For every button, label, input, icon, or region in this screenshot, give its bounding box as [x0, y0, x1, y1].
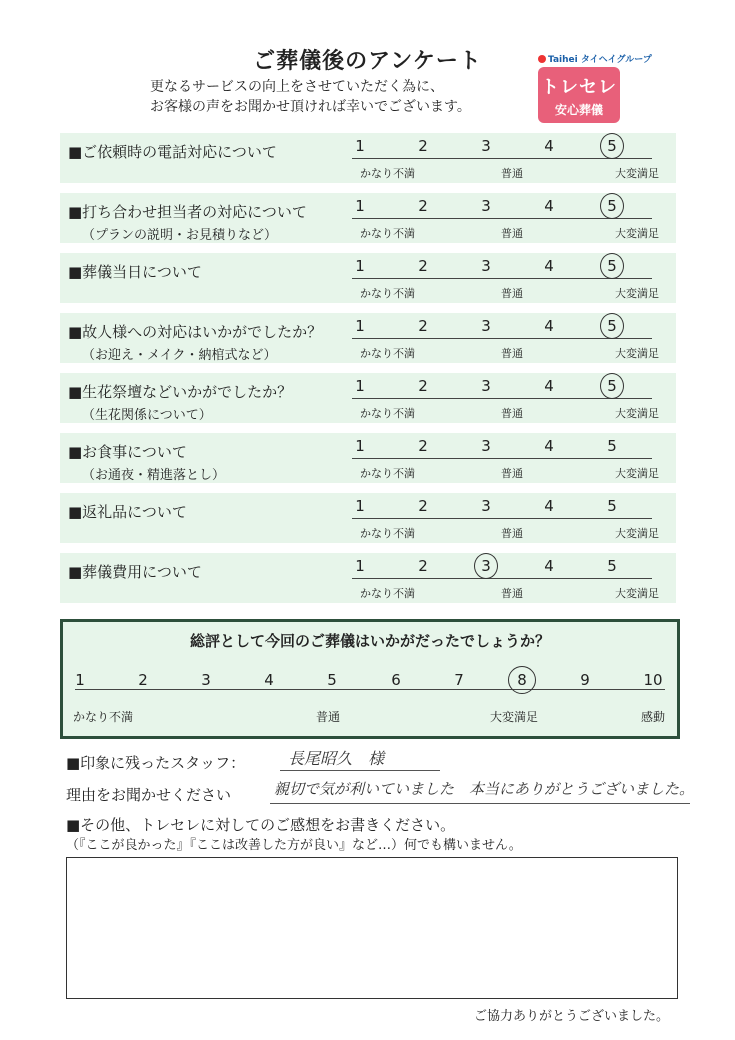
comment-box[interactable]: [66, 857, 678, 999]
rating-label-low: かなり不満: [360, 467, 415, 480]
rating-option[interactable]: 2: [418, 257, 428, 275]
overall-rating-option[interactable]: 5: [327, 671, 337, 689]
overall-label-high: 大変満足: [490, 710, 539, 724]
rating-option[interactable]: 1: [355, 557, 365, 575]
logo-badge: [538, 67, 620, 123]
page-title: ご葬儀後のアンケート: [253, 49, 482, 74]
rating-option[interactable]: 1: [355, 317, 365, 335]
rating-option[interactable]: 5: [607, 437, 617, 455]
company-logo: [538, 52, 652, 124]
rating-option[interactable]: 3: [481, 377, 491, 395]
intro-line-2: お客様の声をお聞かせ頂ければ幸いでございます。: [150, 99, 471, 115]
rating-option[interactable]: 5: [607, 497, 617, 515]
rating-label-low: かなり不満: [360, 287, 415, 300]
question-title: ■葬儀当日について: [68, 263, 202, 281]
rating-option[interactable]: 4: [544, 137, 554, 155]
rating-label-low: かなり不満: [360, 407, 415, 420]
question-subtitle: （プランの説明・お見積りなど）: [82, 228, 278, 243]
rating-option[interactable]: 5: [607, 257, 617, 275]
rating-option[interactable]: 4: [544, 497, 554, 515]
rating-option[interactable]: 2: [418, 437, 428, 455]
rating-option[interactable]: 3: [481, 437, 491, 455]
rating-label-high: 大変満足: [615, 467, 659, 480]
rating-option[interactable]: 1: [355, 197, 365, 215]
overall-rating-option[interactable]: 7: [454, 671, 464, 689]
rating-option[interactable]: 5: [607, 137, 617, 155]
staff-underline: [280, 770, 440, 771]
overall-rating-option[interactable]: 1: [75, 671, 85, 689]
question-row: [60, 133, 676, 183]
question-title: ■返礼品について: [68, 503, 187, 521]
rating-option[interactable]: 2: [418, 137, 428, 155]
rating-label-mid: 普通: [501, 467, 523, 480]
rating-label-high: 大変満足: [615, 287, 659, 300]
rating-label-low: かなり不満: [360, 527, 415, 540]
rating-option[interactable]: 4: [544, 317, 554, 335]
rating-label-high: 大変満足: [615, 587, 659, 600]
question-title: ■打ち合わせ担当者の対応について: [68, 203, 307, 221]
staff-name[interactable]: 長尾昭久 様: [288, 749, 385, 768]
rating-option[interactable]: 5: [607, 377, 617, 395]
other-hint: （『ここが良かった』『ここは改善した方が良い』など…）何でも構いません。: [66, 838, 522, 853]
staff-label: ■印象に残ったスタッフ：: [66, 754, 246, 772]
rating-label-mid: 普通: [501, 587, 523, 600]
rating-option[interactable]: 2: [418, 317, 428, 335]
rating-option[interactable]: 1: [355, 377, 365, 395]
overall-rating-option[interactable]: 2: [138, 671, 148, 689]
selected-rating-circle: [600, 253, 624, 279]
question-row: [60, 193, 676, 243]
question-title: ■生花祭壇などいかがでしたか？: [68, 383, 293, 401]
rating-option[interactable]: 5: [607, 197, 617, 215]
question-row: [60, 553, 676, 603]
rating-option[interactable]: 3: [481, 317, 491, 335]
selected-rating-circle: [600, 133, 624, 159]
rating-label-high: 大変満足: [615, 407, 659, 420]
logo-tagline: 安心葬儀: [554, 103, 603, 117]
rating-option[interactable]: 2: [418, 197, 428, 215]
rating-label-low: かなり不満: [360, 347, 415, 360]
rating-label-mid: 普通: [501, 347, 523, 360]
logo-group: Taihei タイヘイグループ: [538, 52, 624, 65]
rating-label-mid: 普通: [501, 527, 523, 540]
question-row: [60, 373, 676, 423]
question-title: ■葬儀費用について: [68, 563, 202, 581]
overall-selected-circle: [508, 666, 536, 694]
taihei-mark-icon: [538, 55, 546, 63]
other-label: ■その他、トレセレに対してのご感想をお書きください。: [66, 816, 456, 834]
overall-rating-option[interactable]: 9: [580, 671, 590, 689]
rating-label-high: 大変満足: [615, 167, 659, 180]
rating-label-low: かなり不満: [360, 167, 415, 180]
rating-label-high: 大変満足: [615, 347, 659, 360]
overall-rating-option[interactable]: 4: [264, 671, 274, 689]
logo-brand: トレセレ: [541, 77, 617, 98]
overall-title: 総評として今回のご葬儀はいかがだったでしょうか？: [189, 632, 550, 650]
question-subtitle: （生花関係について）: [82, 408, 212, 423]
question-subtitle: （お通夜・精進落とし）: [82, 468, 226, 483]
rating-option[interactable]: 2: [418, 497, 428, 515]
overall-label-top: 感動: [641, 710, 666, 724]
question-title: ■ご依頼時の電話対応について: [68, 143, 277, 161]
overall-label-mid: 普通: [316, 710, 341, 724]
rating-option[interactable]: 3: [481, 197, 491, 215]
rating-label-mid: 普通: [501, 407, 523, 420]
rating-option[interactable]: 3: [481, 497, 491, 515]
rating-label-mid: 普通: [501, 287, 523, 300]
overall-rating-box: [60, 619, 680, 739]
reason-text[interactable]: 親切で気が利いていました 本当にありがとうございました。: [274, 780, 695, 798]
rating-scale-line: [352, 518, 652, 519]
rating-option[interactable]: 4: [544, 437, 554, 455]
question-row: [60, 493, 676, 543]
selected-rating-circle: [600, 313, 624, 339]
rating-option[interactable]: 1: [355, 137, 365, 155]
rating-option[interactable]: 4: [544, 557, 554, 575]
rating-option[interactable]: 2: [418, 557, 428, 575]
overall-rating-option[interactable]: 6: [391, 671, 401, 689]
intro-line-1: 更なるサービスの向上をさせていただく為に、: [150, 79, 444, 95]
rating-option[interactable]: 4: [544, 197, 554, 215]
rating-option[interactable]: 5: [607, 557, 617, 575]
rating-label-high: 大変満足: [615, 227, 659, 240]
selected-rating-circle: [600, 373, 624, 399]
rating-option[interactable]: 1: [355, 497, 365, 515]
rating-option[interactable]: 2: [418, 377, 428, 395]
overall-rating-option[interactable]: 10: [643, 671, 663, 689]
question-row: [60, 433, 676, 483]
question-row: [60, 253, 676, 303]
rating-label-low: かなり不満: [360, 587, 415, 600]
rating-option[interactable]: 4: [544, 377, 554, 395]
reason-underline: [270, 803, 690, 804]
rating-option[interactable]: 1: [355, 437, 365, 455]
rating-option[interactable]: 5: [607, 317, 617, 335]
rating-option[interactable]: 1: [355, 257, 365, 275]
rating-label-high: 大変満足: [615, 527, 659, 540]
overall-label-low: かなり不満: [73, 710, 134, 724]
question-title: ■お食事について: [68, 443, 187, 461]
question-subtitle: （お迎え・メイク・納棺式など）: [82, 348, 277, 363]
question-title: ■故人様への対応はいかがでしたか？: [68, 323, 323, 341]
rating-option[interactable]: 3: [481, 557, 491, 575]
selected-rating-circle: [600, 193, 624, 219]
thanks-text: ご協力ありがとうございました。: [474, 1009, 670, 1024]
overall-rating-option[interactable]: 8: [517, 671, 527, 689]
rating-label-mid: 普通: [501, 167, 523, 180]
question-row: [60, 313, 676, 363]
rating-label-low: かなり不満: [360, 227, 415, 240]
rating-scale-line: [352, 458, 652, 459]
rating-option[interactable]: 4: [544, 257, 554, 275]
rating-scale-line: [352, 578, 652, 579]
rating-option[interactable]: 3: [481, 257, 491, 275]
overall-scale-line: [75, 689, 665, 690]
rating-option[interactable]: 3: [481, 137, 491, 155]
rating-label-mid: 普通: [501, 227, 523, 240]
selected-rating-circle: [474, 553, 498, 579]
overall-rating-option[interactable]: 3: [201, 671, 211, 689]
reason-label: 理由をお聞かせください: [66, 786, 232, 804]
